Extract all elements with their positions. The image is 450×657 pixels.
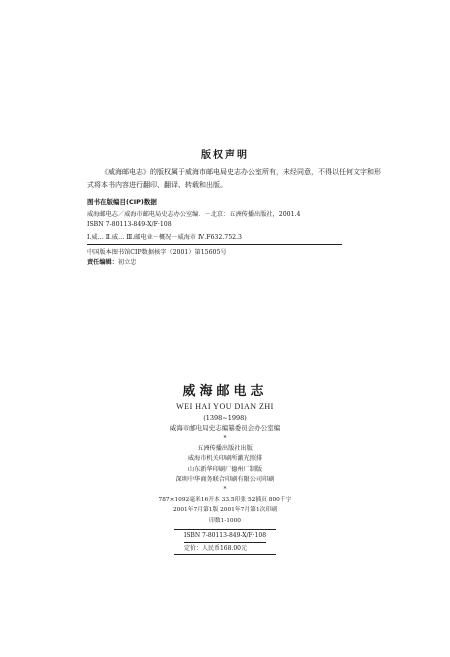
compiler: 威海市邮电局史志编纂委员会办公室编 <box>169 424 281 432</box>
cip-line-isbn: ISBN 7-80113-849-X/F·108 <box>87 221 172 229</box>
price: 定价：人民币168.00元 <box>184 542 266 554</box>
separator-star-1: * <box>223 435 227 442</box>
book-title-pinyin: WEI HAI YOU DIAN ZHI <box>176 402 274 411</box>
book-title: 威海邮电志 <box>182 384 268 399</box>
book-years: (1398~1998) <box>203 414 247 422</box>
printer: 深圳中华商务联合印刷有限公司印刷 <box>175 475 275 483</box>
cip-line-title: 威海邮电志／威海市邮电局史志办公室编．－北京：五洲传播出版社，2001.4 <box>87 211 301 219</box>
print-run: 印数1-1000 <box>209 517 241 524</box>
separator-star-2: * <box>223 486 227 494</box>
cip-line-editor <box>87 258 387 268</box>
book-specs: 787×1092毫米16开本 33.5印张 52插页 800千字 <box>158 497 292 504</box>
cip-line-classification: Ⅰ.威… Ⅱ.威… Ⅲ.邮电业－概况－威海市 Ⅳ.F632.752.3 <box>87 233 242 241</box>
cip-data-block <box>87 197 387 268</box>
copyright-title: 版权声明 <box>201 150 249 161</box>
isbn: ISBN 7-80113-849-X/F·108 <box>183 532 267 540</box>
colophon <box>0 383 450 555</box>
edition-info: 2001年7月第1版 2001年7月第1次印刷 <box>172 507 278 514</box>
plate-maker: 山东新华印刷厂德州厂制版 <box>187 465 263 473</box>
cip-divider <box>87 244 342 245</box>
cip-heading: 图书在版编目(CIP)数据 <box>87 198 157 206</box>
copyright-notice: 《威海邮电志》的版权属于威海市邮电局史志办公室所有，未经同意，不得以任何文字和形式将本书内容进行翻印、翻译、转载和出版。 <box>87 168 381 189</box>
typesetter: 威海市机关印刷所激光照排 <box>187 455 263 463</box>
editor-label: 责任编辑： <box>87 259 118 267</box>
isbn-price-box <box>174 529 276 555</box>
publisher: 五洲传播出版社出版 <box>197 445 253 452</box>
editor-name: 初立忠 <box>117 259 137 267</box>
cip-line-record-number: 中国版本图书馆CIP数据核字（2001）第15605号 <box>87 248 227 256</box>
